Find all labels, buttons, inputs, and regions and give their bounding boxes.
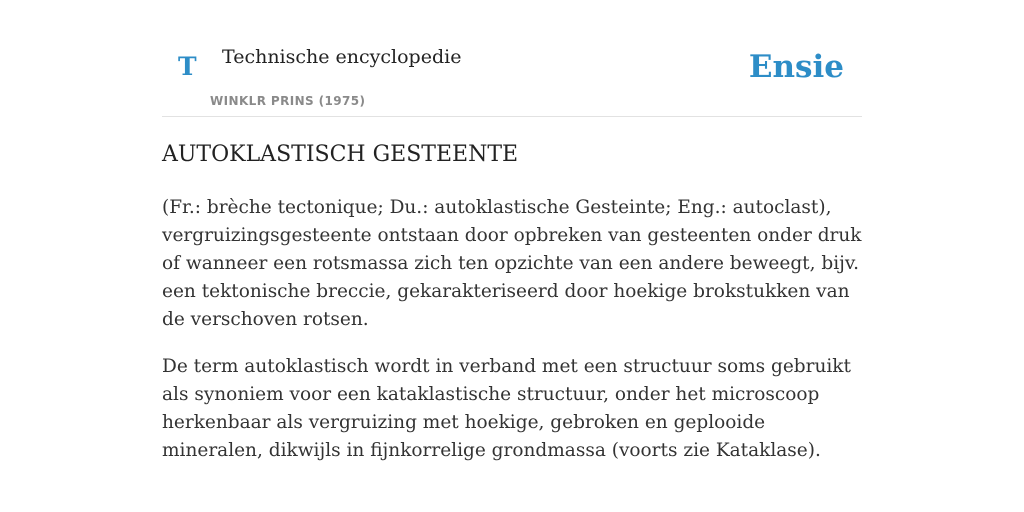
book-title[interactable]: Technische encyclopedie [222, 46, 462, 68]
entry-paragraph-2: De term autoklastisch wordt in verband met een structuur soms gebruikt als synoniem voor een kataklastische structuur, onder het microscoop herkenbaar als vergruizing met hoekige, gebroken en geplooide mineralen, dikwijls in fijnkorrelige grondmassa (voorts zie Kataklase). [162, 356, 851, 461]
entry-paragraph-1: (Fr.: brèche tectonique; Du.: autoklastische Gesteinte; Eng.: autoclast), vergruizingsgesteente ontstaan door opbreken van gesteenten onder druk of wanneer een rotsmassa zich ten opzichte van een andere beweegt, bijv. een tektonische breccie, gekarakteriseerd door hoekige brokstukken van de verschoven rotsen. [162, 197, 862, 330]
book-logo[interactable]: T [178, 52, 197, 81]
brand-logo[interactable]: Ensie [748, 49, 844, 85]
entry-content [162, 140, 862, 465]
book-header [162, 0, 862, 117]
book-edition: WINKLR PRINS (1975) [210, 94, 366, 108]
entry-title: AUTOKLASTISCH GESTEENTE [162, 142, 519, 167]
